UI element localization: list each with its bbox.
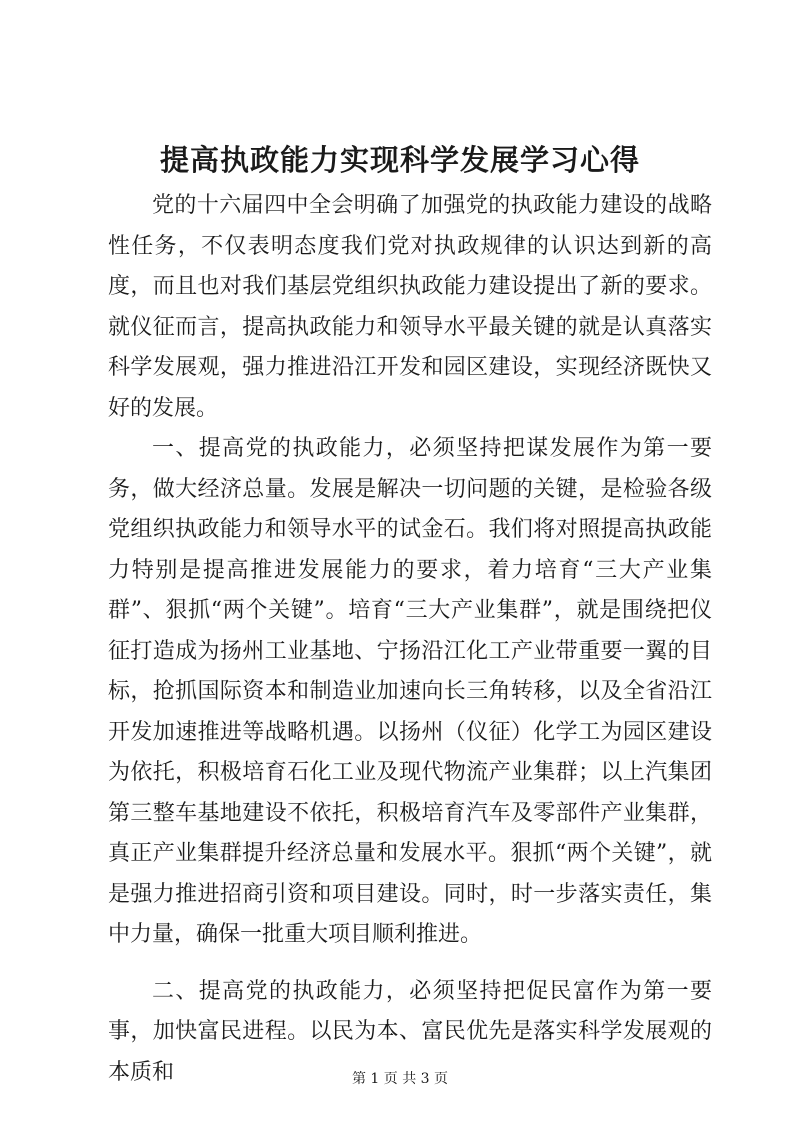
- paragraph-section-1: 一、提高党的执政能力，必须坚持把谋发展作为第一要务，做大经济总量。发展是解决一切问题的关键，是检验各级党组织执政能力和领导水平的试金石。我们将对照提高执政能力特别是提高推进发展能力的要求，着力培育“三大产业集群”、狠抓“两个关键”。培育“三大产业集群”，就是围绕把仪征打造成为扬州工业基地、宁扬沿江化工产业带重要一翼的目标，抢抓国际资本和制造业加速向长三角转移，以及全省沿江开发加速推进等战略机遇。以扬州（仪征）化学工为园区建设为依托，积极培育石化工业及现代物流产业集群；以上汽集团第三整车基地建设不依托，积极培育汽车及零部件产业集群，真正产业集群提升经济总量和发展水平。狠抓“两个关键”，就是强力推进招商引资和项目建设。同时，时一步落实责任，集中力量，确保一批重大项目顺利推进。: [108, 436, 712, 947]
- document-title: 提高执政能力实现科学发展学习心得: [159, 143, 640, 177]
- document-body: [108, 186, 712, 1093]
- paragraph-section-2: 二、提高党的执政能力，必须坚持把促民富作为第一要事，加快富民进程。以民为本、富民优先是落实科学发展观的本质和: [108, 978, 712, 1085]
- page-footer: 第 1 页 共 3 页: [351, 1071, 449, 1087]
- paragraph-intro: 党的十六届四中全会明确了加强党的执政能力建设的战略性任务，不仅表明态度我们党对执政规律的认识达到新的高度，而且也对我们基层党组织执政能力建设提出了新的要求。就仪征而言，提高执政能力和领导水平最关键的就是认真落实科学发展观，强力推进沿江开发和园区建设，实现经济既快又好的发展。: [108, 193, 712, 421]
